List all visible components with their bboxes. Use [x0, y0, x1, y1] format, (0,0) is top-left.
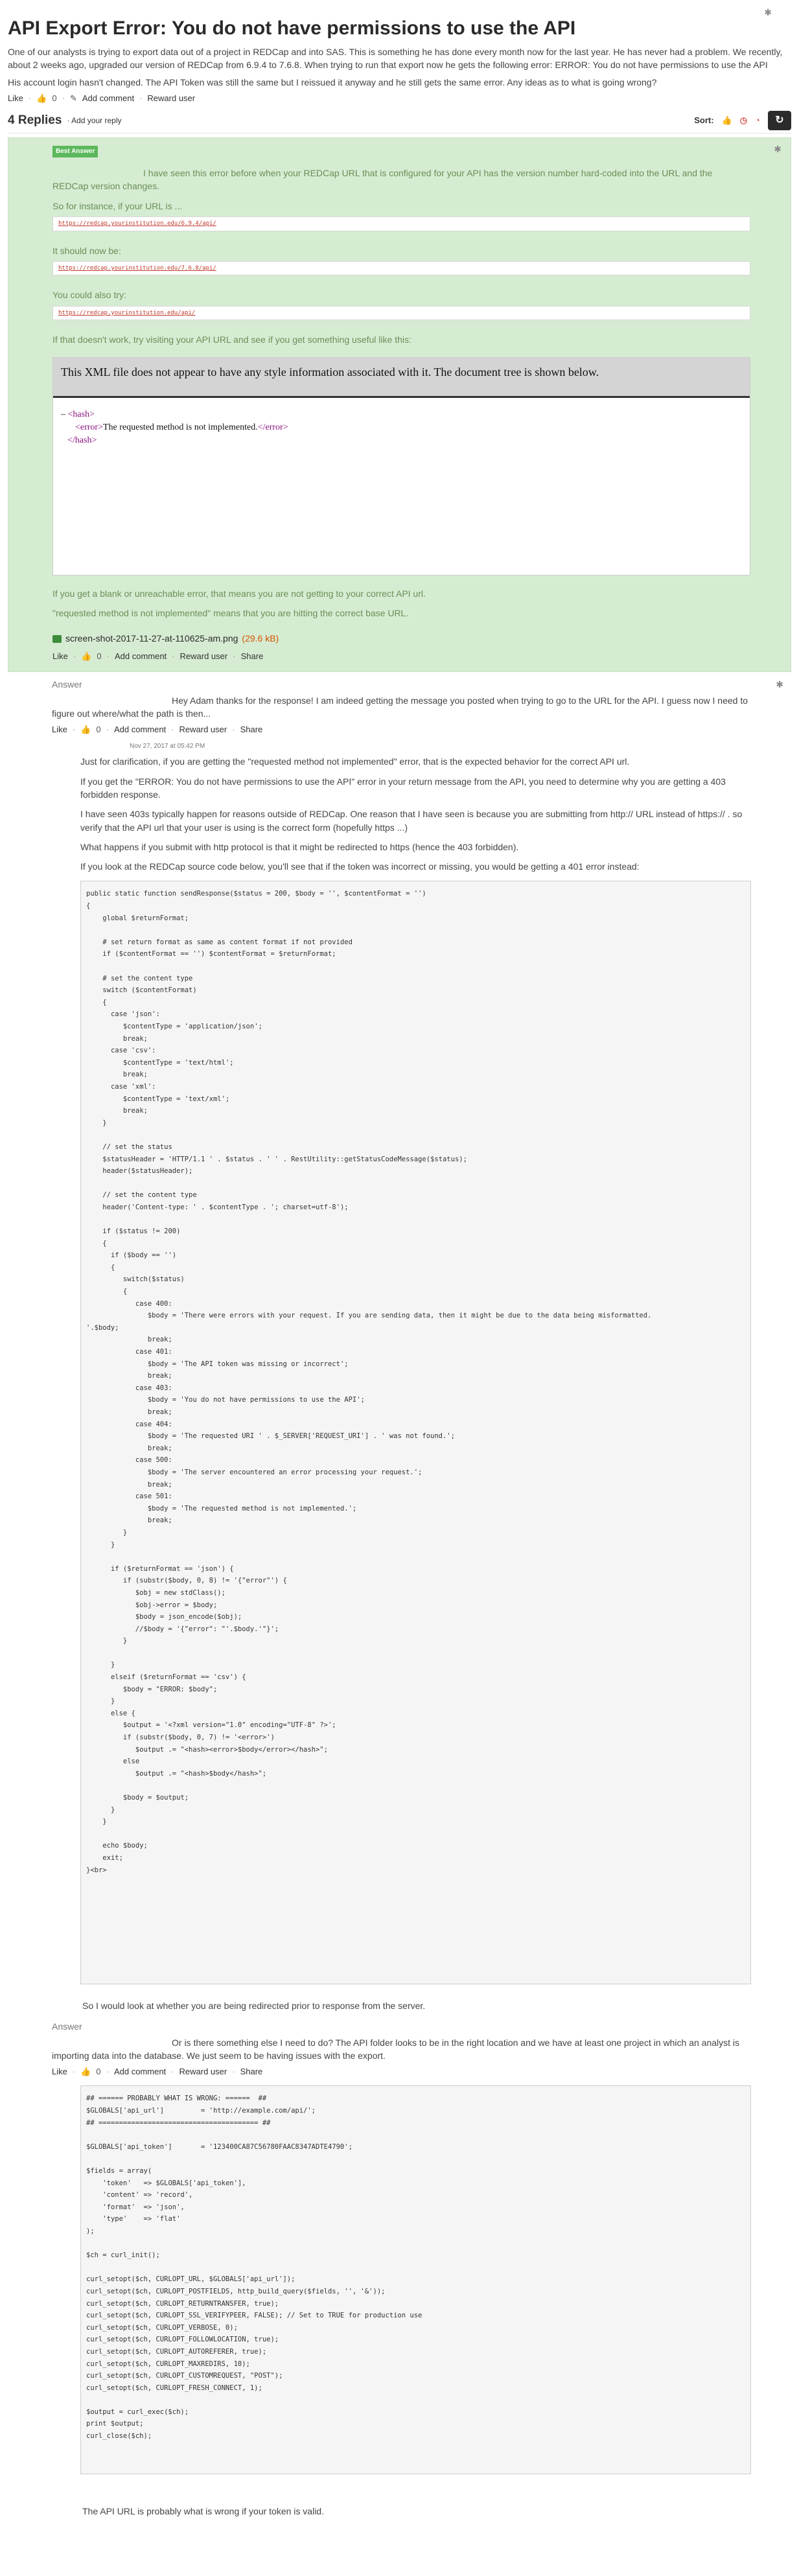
answer-text: Hey Adam thanks for the response! I am indeed getting the message you posted when trying to go to the URL for the API. I guess now I need to figure out where/what the path is then...: [52, 695, 748, 719]
like-count: 0: [97, 651, 102, 661]
sort-toggle-button[interactable]: ↻: [768, 111, 791, 130]
reward-user-link[interactable]: Reward user: [179, 2067, 227, 2077]
thumbs-up-icon[interactable]: 👍: [81, 651, 92, 661]
thumbs-up-icon[interactable]: 👍: [80, 2067, 91, 2077]
answer-text: Or is there something else I need to do? The API folder looks to be in the right location and we have at least one project in which an analyst is importing data into the database. We just seem to be having issues with the export.: [52, 2037, 740, 2061]
divider: ·: [106, 651, 110, 661]
url-code: https://redcap.yourinstitution.edu/6.9.4/api/: [52, 216, 750, 231]
question-body: [8, 45, 791, 89]
reward-user-link[interactable]: Reward user: [147, 93, 196, 103]
answer-actions: [52, 651, 750, 662]
comment-icon: ✎: [69, 93, 77, 103]
sort-oldest-icon[interactable]: ◔: [755, 115, 760, 125]
answer-label: Answer: [52, 679, 82, 690]
attachment-size: (29.6 kB): [242, 633, 279, 644]
answer-label: Answer: [52, 2021, 82, 2032]
divider: ·: [139, 93, 143, 103]
like-link[interactable]: Like: [52, 2067, 67, 2077]
sort-newest-icon[interactable]: ◷: [739, 115, 748, 125]
comment-text: So I would look at whether you are being redirected prior to response from the server.: [82, 2001, 426, 2012]
add-comment-link[interactable]: Add comment: [113, 2067, 167, 2077]
answer: [8, 2021, 791, 2487]
answer-actions: [52, 2066, 751, 2078]
question: [8, 0, 791, 104]
answer-text: If you get a blank or unreachable error, that means you are not getting to your correct API url.: [52, 588, 426, 599]
answer-text: If that doesn't work, try visiting your API URL and see if you get something useful like this:: [52, 334, 411, 345]
answer-text: So for instance, if your URL is ...: [52, 200, 183, 211]
like-link[interactable]: Like: [52, 725, 67, 735]
sort-label: Sort:: [694, 115, 714, 125]
xml-text: The requested method is not implemented.: [103, 422, 258, 432]
sort-votes-icon[interactable]: 👍: [721, 115, 732, 125]
divider: ·: [28, 93, 32, 103]
comment: [52, 755, 751, 1984]
comment-text: If you get the "ERROR: You do not have permissions to use the API" error in your return message from the API, you need to determine why you are getting a 403 forbidden response.: [80, 776, 726, 800]
thumbs-up-icon[interactable]: 👍: [36, 93, 47, 103]
divider: ·: [62, 93, 65, 103]
comment-text: The API URL is probably what is wrong if your token is valid.: [82, 2506, 324, 2517]
comment-text: Just for clarification, if you are getting the "requested method not implemented" error, that is the expected behavior for the correct API url.: [80, 756, 630, 767]
add-comment-link[interactable]: Add comment: [114, 651, 167, 661]
like-link[interactable]: Like: [8, 93, 23, 103]
xml-tree: – <hash> <error>The requested method is not implemented.</error> </hash>: [61, 409, 288, 446]
answer-text: It should now be:: [52, 245, 121, 256]
reward-user-link[interactable]: Reward user: [179, 725, 227, 735]
comment: [52, 2085, 751, 2474]
add-reply-link[interactable]: · Add your reply: [67, 115, 122, 125]
url-code: https://redcap.yourinstitution.edu/api/: [52, 306, 750, 321]
comment-text: If you look at the REDCap source code below, you'll see that if the token was incorrect or missing, you would be getting a 401 error instead:: [80, 861, 640, 872]
divider: ·: [72, 2067, 76, 2077]
replies-bar: [8, 111, 791, 133]
divider: ·: [106, 725, 109, 735]
best-answer: [8, 137, 791, 672]
answer-text: You could also try:: [52, 290, 126, 301]
like-link[interactable]: Like: [52, 651, 68, 661]
like-count: 0: [96, 2067, 101, 2077]
sort-controls: [694, 111, 791, 130]
share-link[interactable]: Share: [240, 725, 263, 735]
answer-text: "requested method is not implemented" means that you are hitting the correct base URL.: [52, 607, 409, 618]
answer-text: I have seen this error before when your REDCap URL that is configured for your API has the version number hard-coded into the URL and the REDCap version changes.: [52, 168, 713, 192]
divider: ·: [72, 725, 76, 735]
url-code: https://redcap.yourinstitution.edu/7.6.8/api/: [52, 261, 750, 276]
divider: ·: [106, 2067, 109, 2077]
divider: ·: [232, 725, 235, 735]
reward-user-link[interactable]: Reward user: [179, 651, 228, 661]
divider: ·: [171, 725, 174, 735]
replies-count: 4 Replies: [8, 113, 62, 127]
xml-header: This XML file does not appear to have any style information associated with it. The document tree is shown below.: [53, 358, 750, 398]
divider: ·: [232, 2067, 235, 2077]
attachment-name[interactable]: screen-shot-2017-11-27-at-110625-am.png: [65, 633, 238, 644]
like-count: 0: [96, 725, 101, 735]
question-paragraph: His account login hasn't changed. The API Token was still the same but I reissued it anyway and he still gets the same error. Any ideas as to what is going wrong?: [8, 76, 657, 87]
divider: ·: [171, 2067, 174, 2077]
gear-icon[interactable]: ✱: [776, 679, 783, 690]
like-count: 0: [52, 93, 57, 103]
xml-tag: </hash>: [67, 435, 97, 446]
comment-text: I have seen 403s typically happen for reasons outside of REDCap. One reason that I have seen is because you are submitting from http:// URL instead of https:// . so verify that the API url that your user is using is the correct form (hopefully https ...): [80, 809, 743, 833]
question-actions: [8, 93, 791, 104]
xml-tag: <hash>: [67, 409, 95, 419]
comment-text: What happens if you submit with http protocol is that it might be redirected to https (hence the 403 forbidden).: [80, 841, 519, 852]
page-title: API Export Error: You do not have permissions to use the API: [8, 17, 576, 39]
gear-icon[interactable]: ✱: [774, 144, 782, 155]
xml-tag: </error>: [257, 422, 288, 432]
divider: ·: [172, 651, 175, 661]
divider: ·: [233, 651, 236, 661]
answer: [8, 672, 791, 1997]
comment-date: Nov 27, 2017 at 05:42 PM: [130, 743, 205, 750]
xml-tag: <error>: [75, 422, 103, 432]
image-icon: [52, 635, 62, 643]
thumbs-up-icon[interactable]: 👍: [80, 725, 91, 735]
code-block: ## ====== PROBABLY WHAT IS WRONG: ====== ## $GLOBALS['api_url'] = 'http://example.com/api/'; ## ======================================= ## $GLOBALS['api_token'] = '123400CA87C56780FAAC8347ADTE4790'; $fields = array( 'token' => $GLOBALS['api_token'], 'content' => 'record', 'format' => 'json', 'type' => 'flat' ); $ch = curl_init(); curl_setopt($ch, CURLOPT_URL, $GLOBALS['api_url']); curl_setopt($ch, CURLOPT_POSTFIELDS, http_build_query($fields, '', '&')); curl_setopt($ch, CURLOPT_RETURNTRANSFER, true); curl_setopt($ch, CURLOPT_SSL_VERIFYPEER, FALSE); // Set to TRUE for production use curl_setopt($ch, CURLOPT_VERBOSE, 0); curl_setopt($ch, CURLOPT_FOLLOWLOCATION, true); curl_setopt($ch, CURLOPT_AUTOREFERER, true); curl_setopt($ch, CURLOPT_MAXREDIRS, 10); curl_setopt($ch, CURLOPT_CUSTOMREQUEST, "POST"); curl_setopt($ch, CURLOPT_FRESH_CONNECT, 1); $output = curl_exec($ch); print $output; curl_close($ch);: [80, 2085, 751, 2474]
divider: ·: [73, 651, 76, 661]
best-answer-badge: Best Answer: [52, 146, 98, 157]
attachment[interactable]: [52, 632, 750, 645]
add-comment-link[interactable]: Add comment: [113, 725, 167, 735]
share-link[interactable]: Share: [240, 2067, 263, 2077]
gear-icon[interactable]: ✱: [764, 7, 772, 17]
answer-actions: [52, 724, 751, 736]
question-paragraph: One of our analysts is trying to export data out of a project in REDCap and into SAS. This is something he has done every month now for the last year. He has never had a problem. We recently, about 2 weeks ago, upgraded our version of REDCap from 6.9.4 to 7.6.8. When trying to run that export now he gets the following error: ERROR: You do not have permissions to use the API: [8, 47, 783, 71]
code-block: public static function sendResponse($status = 200, $body = '', $contentFormat = '') { global $returnFormat; # set return format as same as content format if not provided if ($contentFormat == '') $contentFormat = $returnFormat; # set the content type switch ($contentFormat) { case 'json': $contentType = 'application/json'; break; case 'csv': $contentType = 'text/html'; break; case 'xml': $contentType = 'text/xml'; break; } // set the status $statusHeader = 'HTTP/1.1 ' . $status . ' ' . RestUtility::getStatusCodeMessage($status); header($statusHeader); // set the content type header('Content-type: ' . $contentType . '; charset=utf-8'); if ($status != 200) { if ($body == '') { switch($status) { case 400: $body = 'There were errors with your request. If you are sending data, then it might be due to the data being misformatted. '.$body; break; case 401: $body = 'The API token was missing or incorrect'; break; case 403: $body = 'You do not have permissions to use the API'; break; case 404: $body = 'The requested URI ' . $_SERVER['REQUEST_URI'] . ' was not found.'; break; case 500: $body = 'The server encountered an error processing your request.'; break; case 501: $body = 'The requested method is not implemented.'; break; } } if ($returnFormat == 'json') { if (substr($body, 0, 8) != '{"error"') { $obj = new stdClass(); $obj->error = $body; $body = json_encode($obj); //$body = '{"error": "'.$body.'"}'; } } elseif ($returnFormat == 'csv') { $body = "ERROR: $body"; } else { $output = '<?xml version="1.0" encoding="UTF-8" ?>'; if (substr($body, 0, 7) != '<error>') $output .= "<hash><error>$body</error></hash>"; else $output .= "<hash>$body</hash>"; $body = $output; } } echo $body; exit; }<br>: [80, 881, 751, 1984]
share-link[interactable]: Share: [240, 651, 264, 661]
xml-screenshot: [52, 357, 750, 575]
add-comment-link[interactable]: Add comment: [82, 93, 135, 103]
